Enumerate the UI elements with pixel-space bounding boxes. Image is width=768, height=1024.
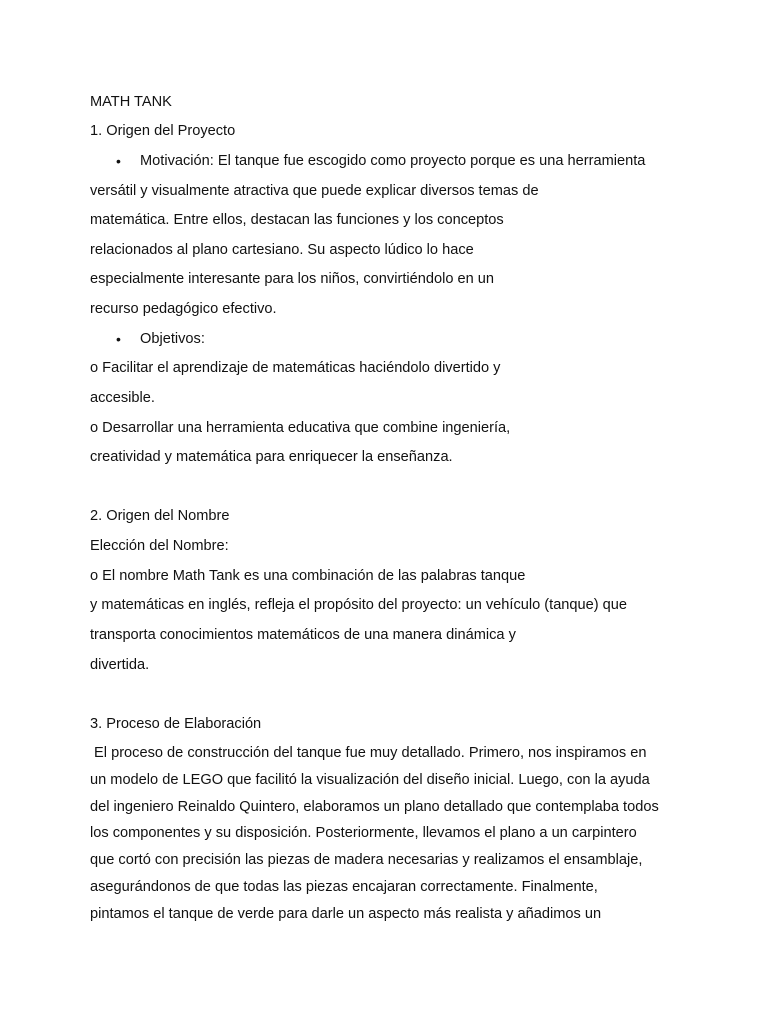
text-line: versátil y visualmente atractiva que puede explicar diversos temas de (90, 183, 539, 199)
text-line: que cortó con precisión las piezas de madera necesarias y realizamos el ensamblaje, (90, 852, 643, 868)
text-line: o Desarrollar una herramienta educativa que combine ingeniería, (90, 420, 511, 436)
text-line: recurso pedagógico efectivo. (90, 301, 277, 317)
text-line: o Facilitar el aprendizaje de matemáticas haciéndolo divertido y (90, 360, 501, 376)
text-line: accesible. (90, 390, 155, 406)
text-line: El proceso de construcción del tanque fue muy detallado. Primero, nos inspiramos en (90, 745, 647, 761)
text-line: creatividad y matemática para enriquecer la enseñanza. (90, 449, 453, 465)
bullet-icon: • (116, 331, 121, 347)
text-line: especialmente interesante para los niños, convirtiéndolo en un (90, 271, 495, 287)
section3-heading: 3. Proceso de Elaboración (90, 716, 262, 732)
text-line: pintamos el tanque de verde para darle un aspecto más realista y añadimos un (90, 906, 602, 922)
section2-subheading: Elección del Nombre: (90, 538, 229, 554)
objectives-label: Objetivos: (140, 331, 205, 347)
text-line: un modelo de LEGO que facilitó la visualización del diseño inicial. Luego, con la ayuda (90, 772, 650, 788)
text-line: asegurándonos de que todas las piezas encajaran correctamente. Finalmente, (90, 879, 598, 895)
text-line: divertida. (90, 657, 150, 673)
text-line: o El nombre Math Tank es una combinación de las palabras tanque (90, 568, 526, 584)
text-line: los componentes y su disposición. Posteriormente, llevamos el plano a un carpintero (90, 825, 637, 841)
doc-title: MATH TANK (90, 94, 172, 110)
section1-heading: 1. Origen del Proyecto (90, 123, 236, 139)
motivation-line: Motivación: El tanque fue escogido como proyecto porque es una herramienta (140, 153, 646, 169)
text-line: y matemáticas en inglés, refleja el propósito del proyecto: un vehículo (tanque) que (90, 597, 628, 613)
text-line: del ingeniero Reinaldo Quintero, elaboramos un plano detallado que contemplaba todos (90, 799, 659, 815)
text-line: transporta conocimientos matemáticos de una manera dinámica y (90, 627, 516, 643)
bullet-icon: • (116, 153, 121, 169)
text-line: relacionados al plano cartesiano. Su aspecto lúdico lo hace (90, 242, 474, 258)
text-line: matemática. Entre ellos, destacan las funciones y los conceptos (90, 212, 504, 228)
section2-heading: 2. Origen del Nombre (90, 508, 230, 524)
